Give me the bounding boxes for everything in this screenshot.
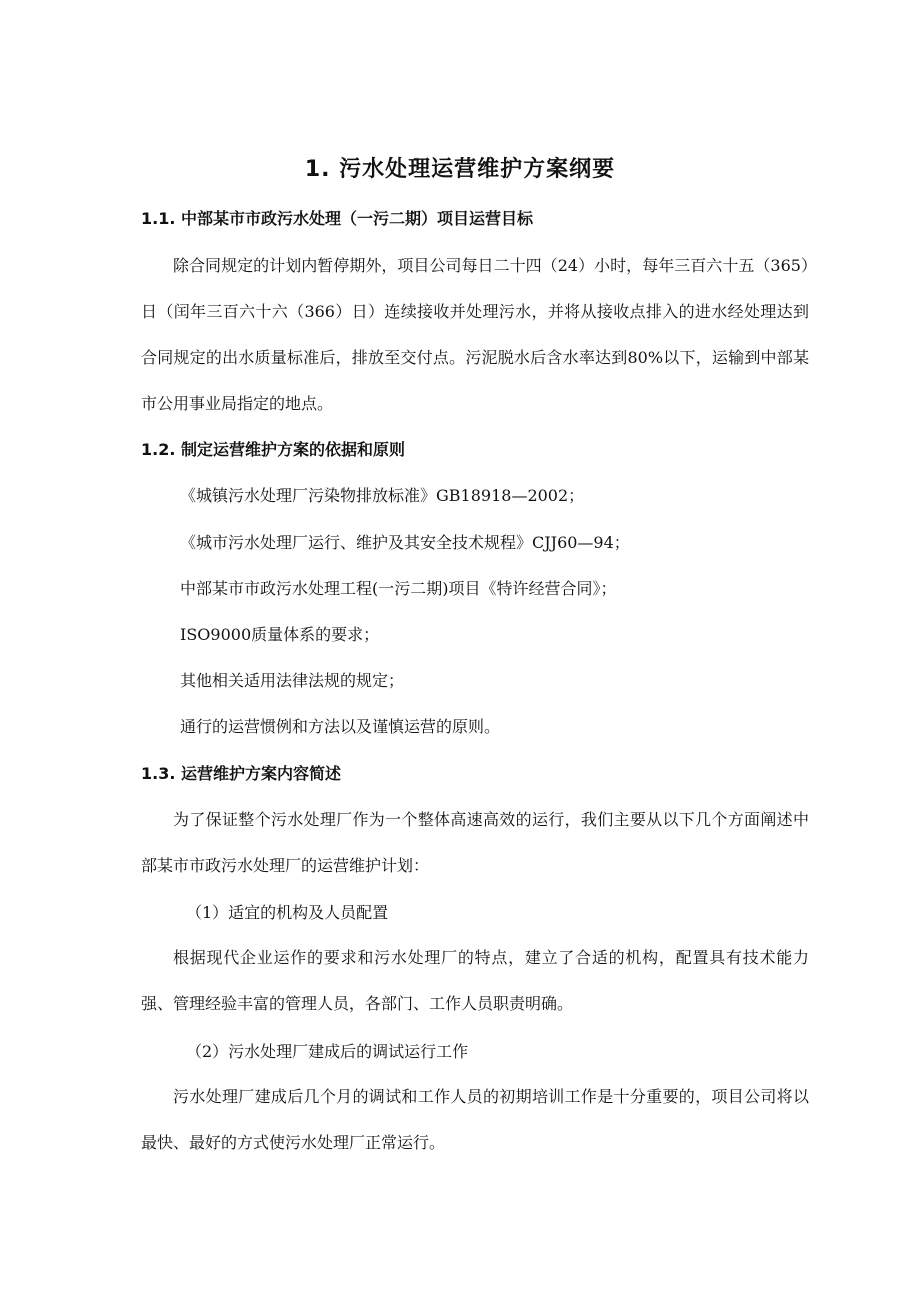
section-heading-1-1: 1.1. 中部某市市政污水处理（一污二期）项目运营目标 xyxy=(141,209,533,228)
section-1-3-intro: 为了保证整个污水处理厂作为一个整体高速高效的运行，我们主要从以下几个方面阐述中部某市市政污水处理厂的运营维护计划： xyxy=(141,810,809,875)
basis-item-5: 其他相关适用法律法规的规定； xyxy=(180,671,405,690)
section-heading-1-3: 1.3. 运营维护方案内容简述 xyxy=(141,764,341,783)
section-heading-1-2: 1.2. 制定运营维护方案的依据和原则 xyxy=(141,440,405,459)
basis-item-6: 通行的运营惯例和方法以及谨慎运营的原则。 xyxy=(180,717,501,736)
basis-item-2: 《城市污水处理厂运行、维护及其安全技术规程》CJJ60—94； xyxy=(180,533,630,552)
subsection-1-paragraph: 根据现代企业运作的要求和污水处理厂的特点，建立了合适的机构，配置具有技术能力强、管理经验丰富的管理人员，各部门、工作人员职责明确。 xyxy=(141,948,809,1013)
page-title: 1. 污水处理运营维护方案纲要 xyxy=(304,157,616,182)
basis-item-3: 中部某市市政污水处理工程(一污二期)项目《特许经营合同》； xyxy=(180,579,617,598)
basis-item-4: ISO9000质量体系的要求； xyxy=(180,625,380,644)
subsection-2-paragraph: 污水处理厂建成后几个月的调试和工作人员的初期培训工作是十分重要的，项目公司将以最快、最好的方式使污水处理厂正常运行。 xyxy=(141,1087,809,1152)
section-1-1-paragraph: 除合同规定的计划内暂停期外，项目公司每日二十四（24）小时，每年三百六十五（365）日（闰年三百六十六（366）日）连续接收并处理污水，并将从接收点排入的进水经处理达到合同规定的出水质量标准后，排放至交付点。污泥脱水后含水率达到80%以下，运输到中部某市公用事业局指定的地点。 xyxy=(141,256,809,413)
subsection-1-label: （1）适宜的机构及人员配置 xyxy=(186,903,389,922)
basis-item-1: 《城镇污水处理厂污染物排放标准》GB18918—2002； xyxy=(180,486,585,505)
subsection-2-label: （2）污水处理厂建成后的调试运行工作 xyxy=(186,1042,469,1061)
